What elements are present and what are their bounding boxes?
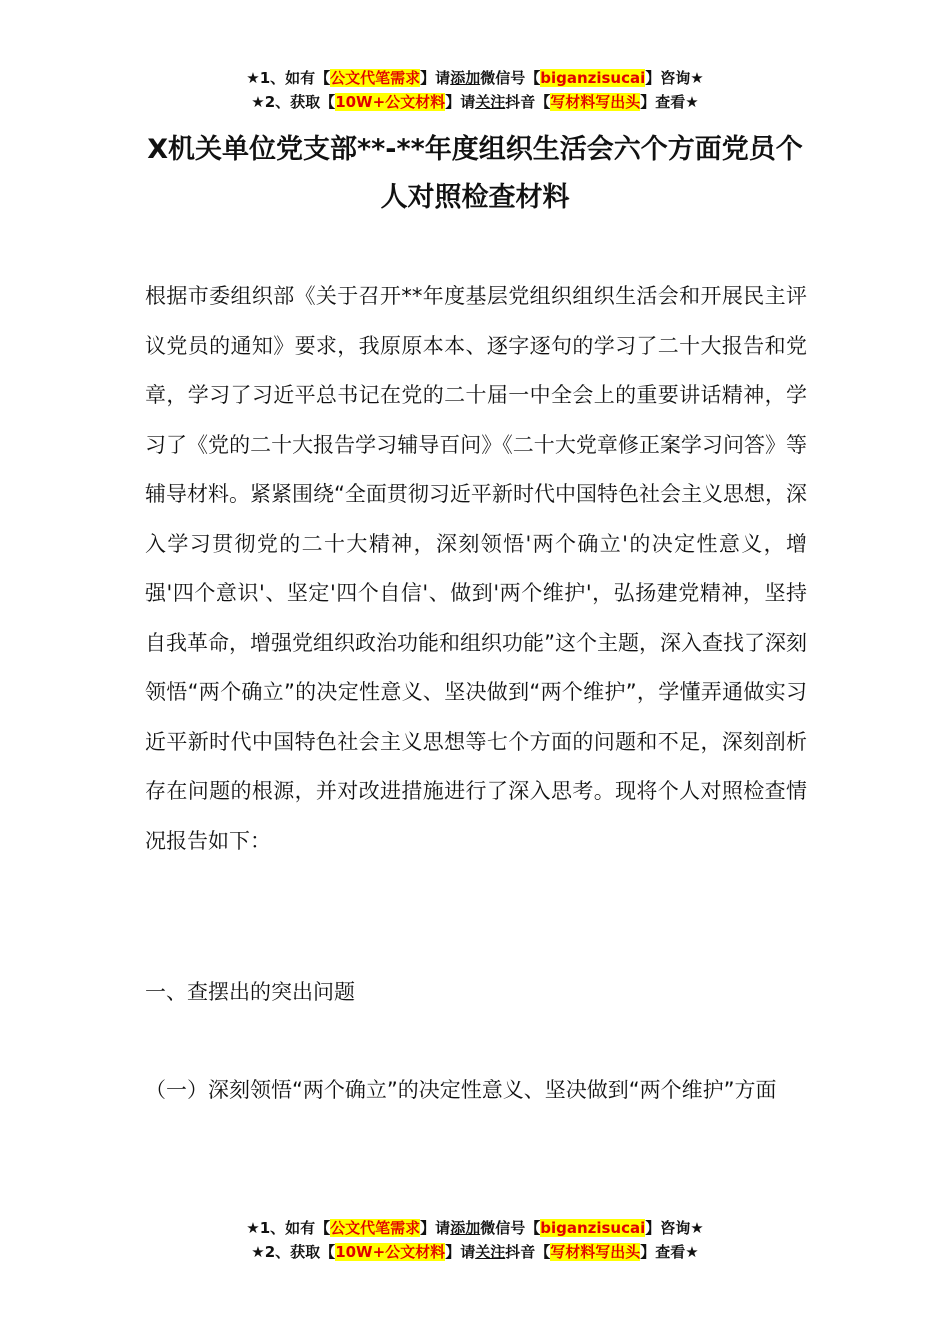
promo-underline-follow: 关注 xyxy=(475,93,506,111)
promo-highlight-service: 公文代笔需求 xyxy=(330,69,421,87)
promo-text: 】咨询★ xyxy=(645,69,704,87)
promo-text: 抖音【 xyxy=(505,1243,551,1261)
promo-line-2 xyxy=(0,90,950,114)
promo-text: ★1、如有【 xyxy=(246,69,331,87)
promo-underline-add: 添加 xyxy=(450,1219,481,1237)
promo-text: 】查看★ xyxy=(640,1243,699,1261)
promo-text: 微信号【 xyxy=(480,69,541,87)
promo-text: 】请 xyxy=(420,69,451,87)
promo-highlight-douyin: 写材料写出头 xyxy=(550,1243,641,1261)
promo-underline-add: 添加 xyxy=(450,69,481,87)
section-heading: 一、查摆出的突出问题 xyxy=(145,980,355,1004)
promo-line-2 xyxy=(0,1240,950,1264)
promo-underline-follow: 关注 xyxy=(475,1243,506,1261)
promo-banner-top xyxy=(0,66,950,114)
document-title: X机关单位党支部**-**年度组织生活会六个方面党员个人对照检查材料 xyxy=(147,134,803,213)
promo-banner-bottom xyxy=(0,1216,950,1264)
promo-line-1 xyxy=(0,66,950,90)
promo-text: ★2、获取【 xyxy=(251,1243,336,1261)
promo-highlight-wechat: biganzisucai xyxy=(540,1219,646,1237)
promo-text: 】请 xyxy=(420,1219,451,1237)
promo-highlight-douyin: 写材料写出头 xyxy=(550,93,641,111)
promo-highlight-materials: 10W+公文材料 xyxy=(335,1243,446,1261)
promo-text: 】请 xyxy=(445,93,476,111)
subsection-heading: （一）深刻领悟“两个确立”的决定性意义、坚决做到“两个维护”方面 xyxy=(145,1078,777,1102)
intro-paragraph: 根据市委组织部《关于召开**年度基层党组织组织生活会和开展民主评议党员的通知》要求，我原原本本、逐字逐句的学习了二十大报告和党章，学习了习近平总书记在党的二十届一中全会上的重要讲话精神，学习了《党的二十大报告学习辅导百问》《二十大党章修正案学习问答》等辅导材料。紧紧围绕“全面贯彻习近平新时代中国特色社会主义思想，深入学习贯彻党的二十大精神，深刻领悟'两个确立'的决定性意义，增强'四个意识'、坚定'四个自信'、做到'两个维护'，弘扬建党精神，坚持自我革命，增强党组织政治功能和组织功能”这个主题，深入查找了深刻领悟“两个确立”的决定性意义、坚决做到“两个维护”，学懂弄通做实习近平新时代中国特色社会主义思想等七个方面的问题和不足，深刻剖析存在问题的根源，并对改进措施进行了深入思考。现将个人对照检查情况报告如下： xyxy=(145,284,807,853)
promo-text: 】咨询★ xyxy=(645,1219,704,1237)
promo-text: 】请 xyxy=(445,1243,476,1261)
promo-text: 微信号【 xyxy=(480,1219,541,1237)
promo-highlight-wechat: biganzisucai xyxy=(540,69,646,87)
promo-highlight-materials: 10W+公文材料 xyxy=(335,93,446,111)
promo-text: ★2、获取【 xyxy=(251,93,336,111)
promo-highlight-service: 公文代笔需求 xyxy=(330,1219,421,1237)
promo-text: 】查看★ xyxy=(640,93,699,111)
promo-line-1 xyxy=(0,1216,950,1240)
promo-text: ★1、如有【 xyxy=(246,1219,331,1237)
promo-text: 抖音【 xyxy=(505,93,551,111)
